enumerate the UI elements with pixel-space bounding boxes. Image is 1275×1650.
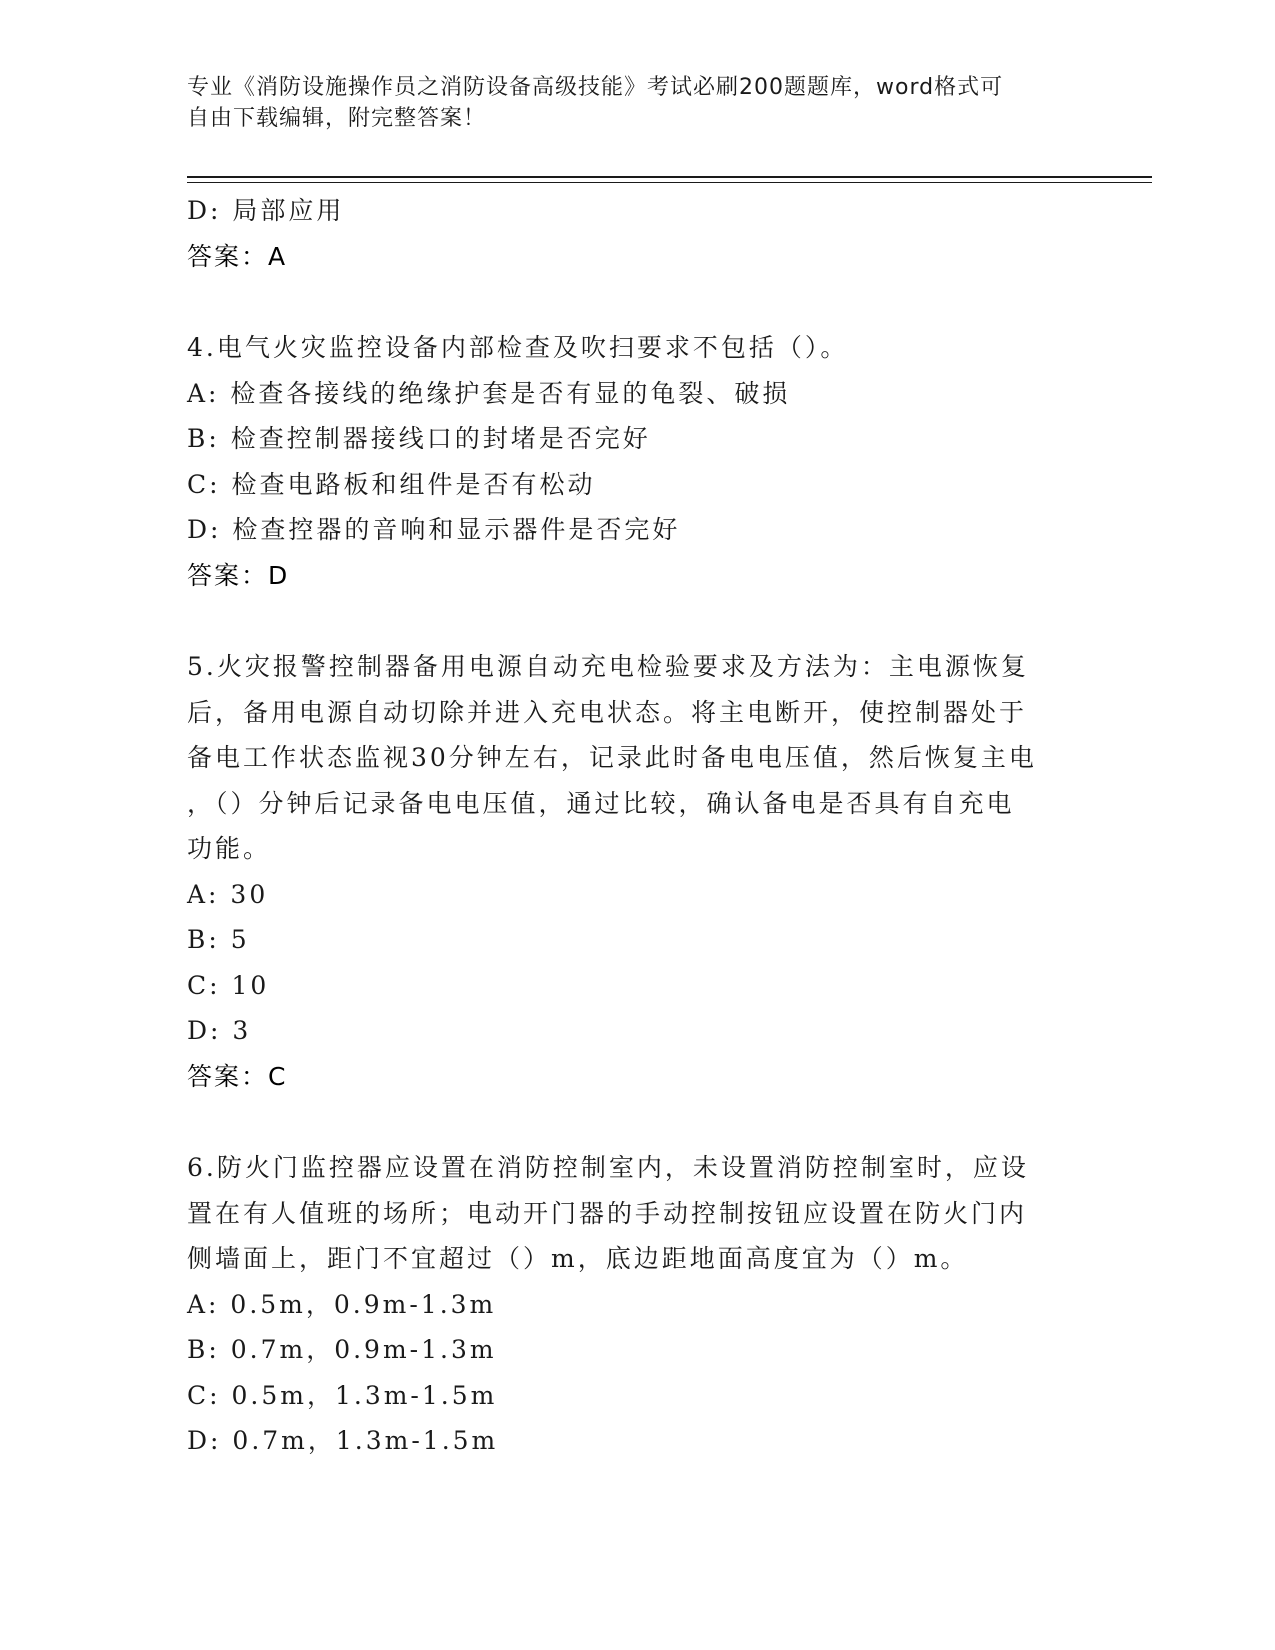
spacer — [187, 1099, 1087, 1145]
option-a: A: 30 — [187, 879, 269, 909]
question-stem — [187, 325, 1087, 371]
answer-line: 答案：D — [187, 560, 290, 590]
option-b: B: 检查控制器接线口的封堵是否完好 — [187, 424, 651, 453]
option-d: D: 0.7m，1.3m-1.5m — [187, 1426, 499, 1455]
header-line-1: 专业《消防设施操作员之消防设备高级技能》考试必刷200题题库，word格式可 — [187, 75, 1004, 100]
header-line-2: 自由下载编辑，附完整答案！ — [187, 106, 487, 131]
option-b: B: 5 — [187, 925, 250, 954]
document-body — [187, 188, 1087, 1464]
answer-line: 答案：C — [187, 1061, 288, 1091]
option-a: A: 检查各接线的绝缘护套是否有显的龟裂、破损 — [187, 378, 791, 408]
stem-line: ，（）分钟后记录备电电压值，通过比较，确认备电是否具有自充电 — [187, 788, 1015, 818]
stem-line: 后，备用电源自动切除并进入充电状态。将主电断开，使控制器处于 — [187, 697, 1028, 727]
stem-line: 功能。 — [187, 834, 272, 863]
question-4 — [187, 325, 1087, 598]
option-c: C: 0.5m，1.3m-1.5m — [187, 1380, 498, 1410]
option-d: D: 检查控器的音响和显示器件是否完好 — [187, 515, 681, 544]
option-c: C: 检查电路板和组件是否有松动 — [187, 469, 596, 499]
document-header — [187, 72, 1067, 134]
option-c: C: 10 — [187, 970, 270, 1000]
stem-line: 置在有人值班的场所；电动开门器的手动控制按钮应设置在防火门内 — [187, 1198, 1028, 1228]
stem-line: 4.电气火灾监控设备内部检查及吹扫要求不包括（）。 — [187, 333, 849, 362]
question-6 — [187, 1145, 1087, 1464]
question-stem — [187, 1145, 1087, 1282]
spacer — [187, 279, 1087, 325]
stem-line: 6.防火门监控器应设置在消防控制室内，未设置消防控制室时，应设 — [187, 1153, 1029, 1182]
stem-line: 侧墙面上，距门不宜超过（）m，底边距地面高度宜为（）m。 — [187, 1244, 969, 1273]
spacer — [187, 598, 1087, 644]
option-d: D: 局部应用 — [187, 196, 345, 225]
option-a: A: 0.5m，0.9m-1.3m — [187, 1289, 497, 1319]
header-rule-thick — [187, 176, 1152, 178]
option-b: B: 0.7m，0.9m-1.3m — [187, 1335, 497, 1364]
stem-line: 备电工作状态监视30分钟左右，记录此时备电电压值，然后恢复主电 — [187, 743, 1037, 772]
stem-line: 5.火灾报警控制器备用电源自动充电检验要求及方法为：主电源恢复 — [187, 652, 1029, 681]
question-stem — [187, 644, 1087, 872]
answer-line: 答案：A — [187, 241, 288, 271]
option-d: D: 3 — [187, 1016, 252, 1045]
question-5 — [187, 644, 1087, 1099]
header-rule-thin — [187, 182, 1152, 183]
carryover-block — [187, 188, 1087, 279]
